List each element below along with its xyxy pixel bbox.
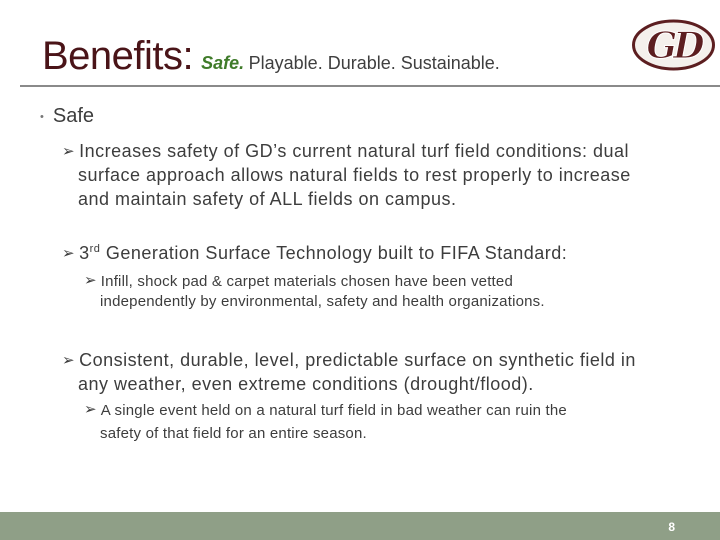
- item2-line: [62, 241, 567, 267]
- page-number: 8: [668, 520, 675, 534]
- item2-number: 3: [79, 243, 90, 263]
- gd-logo: [631, 13, 716, 77]
- sub3-line1: [84, 399, 567, 422]
- arrow-bullet-icon: ➢: [84, 272, 97, 289]
- item1-line1-text: Increases safety of GD’s current natural turf field conditions: dual: [79, 141, 630, 161]
- title-rest: Playable. Durable. Sustainable.: [248, 53, 500, 73]
- sub3-line2: safety of that field for an entire season.: [100, 425, 367, 442]
- item3-line1: [62, 348, 636, 374]
- slide-title: [42, 36, 500, 76]
- gd-logo-text: GD: [646, 25, 701, 67]
- sub2-line1-text: Infill, shock pad & carpet materials chosen have been vetted: [100, 273, 514, 290]
- arrow-bullet-icon: ➢: [62, 245, 76, 262]
- title-main: Benefits:: [42, 34, 194, 78]
- arrow-bullet-icon: ➢: [62, 352, 76, 369]
- title-safe: Safe.: [201, 53, 245, 73]
- arrow-bullet-icon: ➢: [84, 401, 97, 418]
- bullet-dot-icon: •: [40, 110, 44, 123]
- item1-line1: [62, 139, 629, 165]
- sub3-line1-text: A single event held on a natural turf field in bad weather can ruin the: [100, 402, 567, 419]
- bullet-safe: [40, 105, 94, 128]
- sub2-line2: independently by environmental, safety and health organizations.: [100, 293, 545, 310]
- footer-bar: [0, 512, 720, 540]
- item1-line3: and maintain safety of ALL fields on campus.: [78, 189, 457, 209]
- item3-line2: any weather, even extreme conditions (drought/flood).: [78, 374, 534, 394]
- bullet-safe-label: Safe: [52, 105, 95, 127]
- item1-line2: surface approach allows natural fields to rest properly to increase: [78, 165, 631, 185]
- item2-text: Generation Surface Technology built to FIFA Standard:: [100, 243, 568, 263]
- item3-line1-text: Consistent, durable, level, predictable surface on synthetic field in: [79, 350, 636, 370]
- item2-superscript: rd: [89, 243, 101, 255]
- title-divider: [20, 85, 720, 87]
- arrow-bullet-icon: ➢: [62, 143, 76, 160]
